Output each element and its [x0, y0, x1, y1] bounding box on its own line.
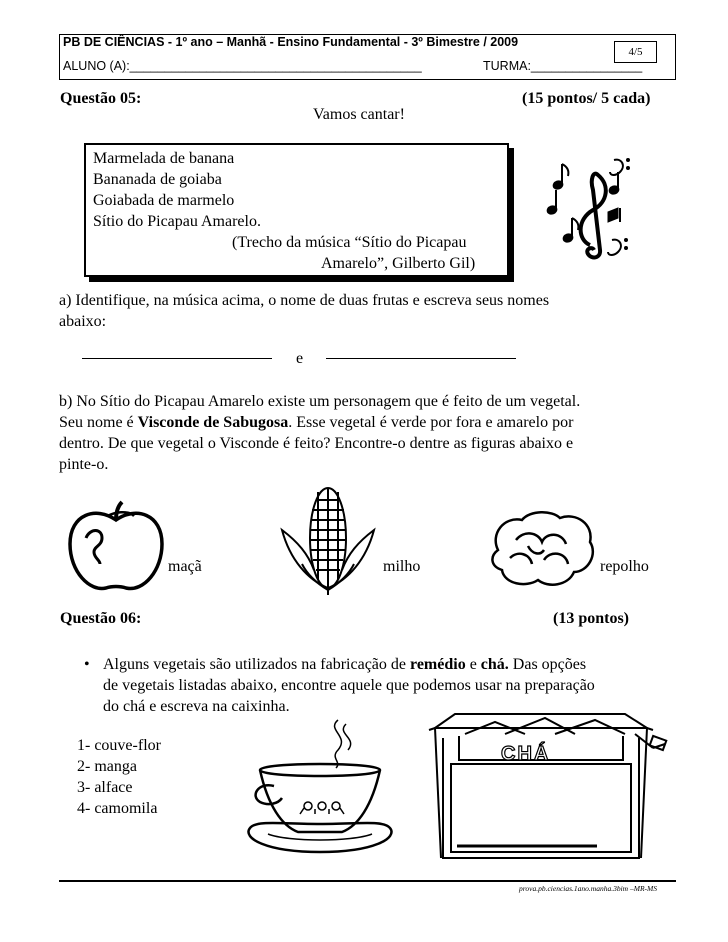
- q5b-text: dentro. De que vegetal o Visconde é feito? Encontre-o dentre as figuras abaixo e: [59, 435, 574, 452]
- q6-text: de vegetais listadas abaixo, encontre aquele que podemos usar na preparação: [103, 677, 595, 694]
- poem-line: Marmelada de banana: [93, 150, 235, 167]
- q6-title: Questão 06:: [60, 610, 142, 627]
- q6-points: (13 pontos): [553, 610, 630, 627]
- answer-blank-2[interactable]: [326, 358, 516, 359]
- option-item: 4- camomila: [77, 800, 158, 817]
- bullet: •: [84, 656, 90, 673]
- q5-subtitle: Vamos cantar!: [313, 106, 405, 123]
- q6-text: do chá e escreva na caixinha.: [103, 698, 290, 715]
- q5-title: Questão 05:: [60, 90, 142, 107]
- student-name-field: ALUNO (A):__________________________________________: [63, 59, 422, 73]
- poem-line: Sítio do Picapau Amarelo.: [93, 213, 261, 230]
- answer-connector: e: [296, 350, 304, 367]
- figure-label-corn: milho: [383, 558, 421, 575]
- option-item: 2- manga: [77, 758, 137, 775]
- q5b-text: pinte-o.: [59, 456, 109, 473]
- q5-points: (15 pontos/ 5 cada): [522, 90, 651, 107]
- q5b-text: Seu nome é Visconde de Sabugosa. Esse vegetal é verde por fora e amarelo por: [59, 414, 574, 431]
- poem-line: Goiabada de marmelo: [93, 192, 235, 209]
- teacup-icon: [238, 716, 403, 861]
- option-item: 3- alface: [77, 779, 133, 796]
- figure-label-apple: maçã: [168, 558, 202, 575]
- tea-box-label: CHÁ: [501, 743, 551, 765]
- poem-line: Bananada de goiaba: [93, 171, 222, 188]
- music-notes-icon: [538, 150, 638, 260]
- option-item: 1- couve-flor: [77, 737, 161, 754]
- tea-box-icon: [425, 708, 677, 864]
- q6-text: Alguns vegetais são utilizados na fabricação de remédio e chá. Das opções: [103, 656, 587, 673]
- class-field: TURMA:________________: [483, 59, 643, 73]
- figure-label-cabbage: repolho: [600, 558, 649, 575]
- corn-icon[interactable]: [278, 480, 378, 600]
- page-number: 4/5: [614, 41, 657, 63]
- footer-rule: [59, 880, 676, 882]
- answer-blank-1[interactable]: [82, 358, 272, 359]
- poem-credit: (Trecho da música “Sítio do Picapau: [232, 234, 467, 251]
- footer-code: prova.pb.ciencias.1ano.manha.3bim –MR-MS: [519, 884, 658, 893]
- q5a-text: abaixo:: [59, 313, 107, 330]
- poem-credit: Amarelo”, Gilberto Gil): [321, 255, 476, 272]
- header-title: PB DE CIÊNCIAS - 1º ano – Manhã - Ensino Fundamental - 3º Bimestre / 2009: [63, 35, 519, 49]
- q5b-text: b) No Sítio do Picapau Amarelo existe um personagem que é feito de um vegetal.: [59, 393, 581, 410]
- cabbage-icon[interactable]: [488, 510, 600, 590]
- apple-icon[interactable]: [66, 498, 166, 594]
- q5a-text: a) Identifique, na música acima, o nome de duas frutas e escreva seus nomes: [59, 292, 550, 309]
